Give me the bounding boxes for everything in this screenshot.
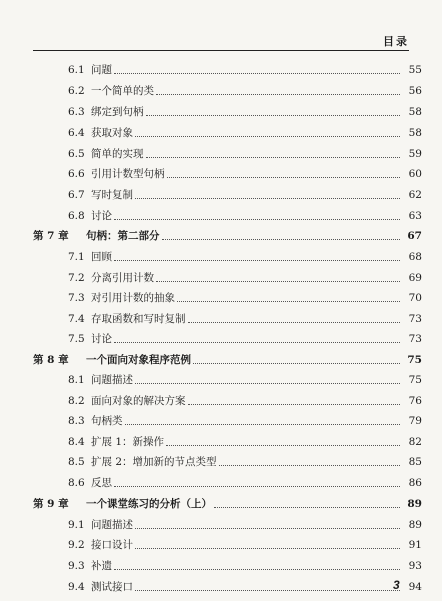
entry-page: 85 bbox=[408, 456, 422, 468]
entry-page: 58 bbox=[408, 106, 422, 118]
dot-leader bbox=[135, 383, 400, 384]
entry-title: 反思 bbox=[91, 477, 112, 489]
entry-page: 59 bbox=[408, 148, 422, 160]
entry-page: 67 bbox=[407, 230, 422, 242]
dot-leader bbox=[114, 73, 400, 74]
entry-title-with-leader bbox=[91, 85, 400, 97]
dot-leader bbox=[114, 486, 400, 487]
entry-page: 73 bbox=[408, 333, 422, 345]
entry-title: 问题描述 bbox=[91, 519, 133, 531]
toc-section-entry bbox=[0, 286, 442, 304]
entry-title-with-leader bbox=[91, 456, 400, 468]
entry-title: 句柄类 bbox=[91, 415, 123, 427]
entry-title-with-leader bbox=[91, 560, 400, 572]
entry-title-with-leader bbox=[91, 64, 400, 76]
dot-leader bbox=[114, 569, 400, 570]
dot-leader bbox=[162, 239, 401, 240]
entry-number: 6.1 bbox=[68, 64, 85, 76]
entry-title: 引用计数型句柄 bbox=[91, 168, 165, 180]
entry-number: 第 9 章 bbox=[33, 498, 69, 510]
entry-page: 93 bbox=[408, 560, 422, 572]
entry-title-with-leader bbox=[91, 581, 400, 593]
entry-title-with-leader bbox=[91, 127, 400, 139]
entry-number: 7.4 bbox=[68, 313, 85, 325]
entry-title: 存取函数和写时复制 bbox=[91, 313, 186, 325]
dot-leader bbox=[193, 363, 400, 364]
entry-number: 第 8 章 bbox=[33, 354, 69, 366]
dot-leader bbox=[135, 136, 400, 137]
entry-title: 分离引用计数 bbox=[91, 272, 154, 284]
entry-title-with-leader bbox=[91, 395, 400, 407]
dot-leader bbox=[135, 548, 400, 549]
entry-page: 70 bbox=[408, 292, 422, 304]
toc-section-entry bbox=[0, 409, 442, 427]
entry-page: 89 bbox=[407, 498, 422, 510]
entry-title-with-leader bbox=[91, 519, 400, 531]
entry-title: 补遗 bbox=[91, 560, 112, 572]
entry-title: 写时复制 bbox=[91, 189, 133, 201]
entry-number: 8.3 bbox=[68, 415, 85, 427]
entry-page: 55 bbox=[408, 64, 422, 76]
entry-number: 9.3 bbox=[68, 560, 85, 572]
dot-leader bbox=[146, 115, 401, 116]
entry-page: 75 bbox=[407, 354, 422, 366]
entry-title-with-leader bbox=[91, 106, 400, 118]
toc-section-entry bbox=[0, 327, 442, 345]
entry-title-with-leader bbox=[86, 498, 400, 510]
entry-number: 9.4 bbox=[68, 581, 85, 593]
entry-number: 6.7 bbox=[68, 189, 85, 201]
entry-title-with-leader bbox=[91, 313, 400, 325]
entry-page: 56 bbox=[408, 85, 422, 97]
entry-title: 获取对象 bbox=[91, 127, 133, 139]
toc-section-entry bbox=[0, 450, 442, 468]
toc-section-entry bbox=[0, 79, 442, 97]
entry-page: 68 bbox=[408, 251, 422, 263]
entry-title-with-leader bbox=[91, 168, 400, 180]
entry-title-with-leader bbox=[91, 374, 400, 386]
entry-title: 面向对象的解决方案 bbox=[91, 395, 186, 407]
entry-page: 79 bbox=[408, 415, 422, 427]
entry-title: 一个简单的类 bbox=[91, 85, 154, 97]
toc-section-entry bbox=[0, 471, 442, 489]
entry-page: 86 bbox=[408, 477, 422, 489]
dot-leader bbox=[166, 445, 400, 446]
entry-page: 73 bbox=[408, 313, 422, 325]
entry-number: 7.5 bbox=[68, 333, 85, 345]
entry-number: 9.1 bbox=[68, 519, 85, 531]
entry-number: 6.4 bbox=[68, 127, 85, 139]
toc-section-entry bbox=[0, 100, 442, 118]
entry-page: 89 bbox=[408, 519, 422, 531]
toc-section-entry bbox=[0, 554, 442, 572]
dot-leader bbox=[125, 424, 401, 425]
entry-title: 问题 bbox=[91, 64, 112, 76]
dot-leader bbox=[219, 465, 400, 466]
dot-leader bbox=[135, 198, 400, 199]
entry-number: 6.5 bbox=[68, 148, 85, 160]
dot-leader bbox=[167, 177, 401, 178]
entry-title: 测试接口 bbox=[91, 581, 133, 593]
dot-leader bbox=[214, 507, 400, 508]
entry-page: 75 bbox=[408, 374, 422, 386]
entry-title-with-leader bbox=[91, 415, 400, 427]
toc-section-entry bbox=[0, 368, 442, 386]
toc-section-entry bbox=[0, 121, 442, 139]
entry-title: 一个课堂练习的分析（上） bbox=[86, 498, 212, 510]
dot-leader bbox=[188, 322, 401, 323]
entry-number: 7.2 bbox=[68, 272, 85, 284]
entry-number: 6.8 bbox=[68, 210, 85, 222]
toc-section-entry bbox=[0, 575, 442, 593]
entry-title-with-leader bbox=[86, 354, 400, 366]
entry-number: 6.2 bbox=[68, 85, 85, 97]
entry-title-with-leader bbox=[91, 333, 400, 345]
dot-leader bbox=[156, 281, 400, 282]
entry-page: 69 bbox=[408, 272, 422, 284]
entry-title: 问题描述 bbox=[91, 374, 133, 386]
entry-page: 60 bbox=[408, 168, 422, 180]
entry-title: 扩展 1：新操作 bbox=[91, 436, 165, 448]
dot-leader bbox=[114, 342, 400, 343]
toc-section-entry bbox=[0, 204, 442, 222]
entry-number: 8.4 bbox=[68, 436, 85, 448]
entry-title: 对引用计数的抽象 bbox=[91, 292, 175, 304]
entry-title-with-leader bbox=[91, 539, 400, 551]
entry-page: 62 bbox=[408, 189, 422, 201]
entry-number: 9.2 bbox=[68, 539, 85, 551]
entry-title: 句柄：第二部分 bbox=[86, 230, 160, 242]
entry-page: 94 bbox=[408, 581, 422, 593]
entry-title-with-leader bbox=[91, 272, 400, 284]
dot-leader bbox=[146, 157, 401, 158]
entry-number: 7.1 bbox=[68, 251, 85, 263]
toc-section-entry bbox=[0, 513, 442, 531]
toc-section-entry bbox=[0, 389, 442, 407]
toc-section-entry bbox=[0, 245, 442, 263]
entry-number: 6.6 bbox=[68, 168, 85, 180]
entry-title-with-leader bbox=[86, 230, 400, 242]
entry-number: 8.1 bbox=[68, 374, 85, 386]
entry-title: 一个面向对象程序范例 bbox=[86, 354, 191, 366]
toc-section-entry bbox=[0, 142, 442, 160]
dot-leader bbox=[135, 590, 400, 591]
toc-section-entry bbox=[0, 533, 442, 551]
entry-title: 讨论 bbox=[91, 210, 112, 222]
header-title: 目录 bbox=[383, 35, 409, 48]
entry-number: 8.2 bbox=[68, 395, 85, 407]
entry-title-with-leader bbox=[91, 148, 400, 160]
dot-leader bbox=[114, 219, 400, 220]
entry-page: 91 bbox=[408, 539, 422, 551]
entry-number: 8.5 bbox=[68, 456, 85, 468]
entry-page: 76 bbox=[408, 395, 422, 407]
entry-number: 7.3 bbox=[68, 292, 85, 304]
dot-leader bbox=[135, 528, 400, 529]
entry-title: 回顾 bbox=[91, 251, 112, 263]
entry-title-with-leader bbox=[91, 210, 400, 222]
entry-number: 第 7 章 bbox=[33, 230, 69, 242]
toc-section-entry bbox=[0, 307, 442, 325]
entry-title-with-leader bbox=[91, 251, 400, 263]
entry-page: 58 bbox=[408, 127, 422, 139]
toc-section-entry bbox=[0, 266, 442, 284]
entry-title: 扩展 2：增加新的节点类型 bbox=[91, 456, 217, 468]
page-number: 3 bbox=[393, 578, 400, 592]
toc-chapter-entry bbox=[0, 224, 442, 242]
entry-title: 讨论 bbox=[91, 333, 112, 345]
entry-title: 简单的实现 bbox=[91, 148, 144, 160]
toc-chapter-entry bbox=[0, 492, 442, 510]
toc-chapter-entry bbox=[0, 348, 442, 366]
toc-section-entry bbox=[0, 162, 442, 180]
entry-number: 6.3 bbox=[68, 106, 85, 118]
entry-number: 8.6 bbox=[68, 477, 85, 489]
dot-leader bbox=[156, 94, 400, 95]
entry-page: 82 bbox=[408, 436, 422, 448]
dot-leader bbox=[188, 404, 401, 405]
entry-title-with-leader bbox=[91, 477, 400, 489]
entry-title: 接口设计 bbox=[91, 539, 133, 551]
toc-section-entry bbox=[0, 183, 442, 201]
toc-section-entry bbox=[0, 430, 442, 448]
dot-leader bbox=[114, 260, 400, 261]
entry-title-with-leader bbox=[91, 189, 400, 201]
dot-leader bbox=[177, 301, 400, 302]
entry-title: 绑定到句柄 bbox=[91, 106, 144, 118]
entry-page: 63 bbox=[408, 210, 422, 222]
toc-section-entry bbox=[0, 58, 442, 76]
entry-title-with-leader bbox=[91, 292, 400, 304]
entry-title-with-leader bbox=[91, 436, 400, 448]
